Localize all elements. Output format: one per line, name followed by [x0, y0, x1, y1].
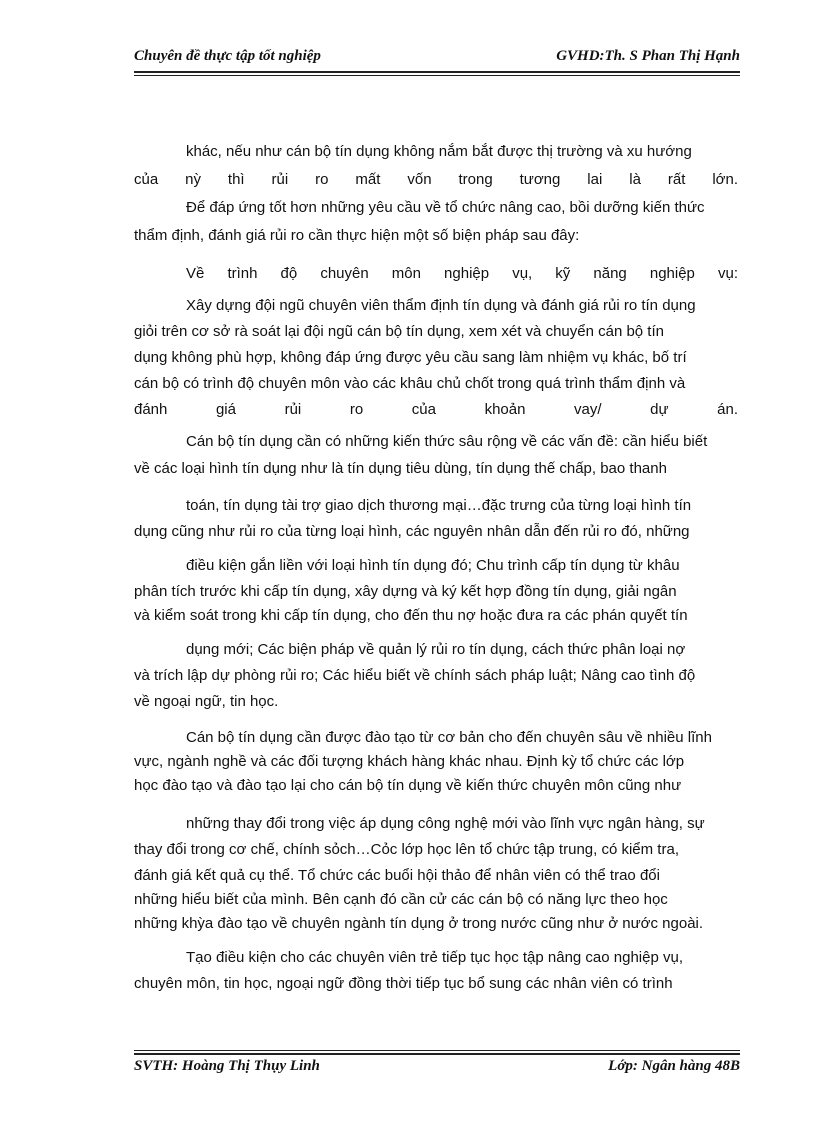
- body-line: Tạo điều kiện cho các chuyên viên trẻ tiếp tục học tập nâng cao nghiệp vụ,: [186, 949, 683, 966]
- body-line: chuyên môn, tin học, ngoại ngữ đồng thời tiếp tục bổ sung các nhân viên có trình: [134, 975, 673, 992]
- body-line: điều kiện gắn liền với loại hình tín dụng đó; Chu trình cấp tín dụng từ khâu: [186, 557, 680, 574]
- header-document-title: Chuyên đề thực tập tốt nghiệp: [134, 48, 321, 64]
- body-line: và kiểm soát trong khi cấp tín dụng, cho đến thu nợ hoặc đưa ra các phán quyết tín: [134, 607, 688, 624]
- body-line: những khỳa đào tạo về chuyên ngành tín dụng ở trong nước cũng như ở nước ngoài.: [134, 915, 704, 932]
- footer-class: Lớp: Ngân hàng 48B: [608, 1058, 740, 1074]
- body-line: khác, nếu như cán bộ tín dụng không nắm bắt được thị trường và xu hướng: [186, 143, 692, 160]
- body-line: những hiểu biết của mình. Bên cạnh đó cần cử các cán bộ có năng lực theo học: [134, 891, 668, 908]
- body-line: thay đổi trong cơ chế, chính sỏch…Cỏc lớp học lên tổ chức tập trung, có kiểm tra,: [134, 841, 679, 858]
- body-line: vực, ngành nghề và các đối tượng khách hàng khác nhau. Định kỳ tổ chức các lớp: [134, 753, 685, 770]
- footer-student: SVTH: Hoàng Thị Thụy Linh: [134, 1058, 320, 1074]
- body-line: Về trình độ chuyên môn nghiệp vụ, kỹ năng nghiệp vụ:: [186, 265, 738, 282]
- body-line: Cán bộ tín dụng cần có những kiến thức sâu rộng về các vấn đề: cần hiểu biết: [186, 433, 708, 450]
- body-line: dụng mới; Các biện pháp về quản lý rủi ro tín dụng, cách thức phân loại nợ: [186, 641, 686, 658]
- body-line: phân tích trước khi cấp tín dụng, xây dựng và ký kết hợp đồng tín dụng, giải ngân: [134, 583, 677, 600]
- body-line: Cán bộ tín dụng cần được đào tạo từ cơ bản cho đến chuyên sâu về nhiều lĩnh: [186, 729, 712, 746]
- body-line: về các loại hình tín dụng như là tín dụng tiêu dùng, tín dụng thế chấp, bao thanh: [134, 460, 667, 477]
- body-line: dụng không phù hợp, không đáp ứng được yêu cầu sang làm nhiệm vụ khác, bố trí: [134, 349, 687, 366]
- body-line: về ngoại ngữ, tin học.: [134, 693, 279, 710]
- footer-rule: [134, 1053, 740, 1055]
- body-line: Xây dựng đội ngũ chuyên viên thẩm định tín dụng và đánh giá rủi ro tín dụng: [186, 297, 696, 314]
- body-line: và trích lập dự phòng rủi ro; Các hiểu biết về chính sách pháp luật; Nâng cao tình độ: [134, 667, 696, 684]
- body-line: học đào tạo và đào tạo lại cho cán bộ tín dụng về kiến thức chuyên môn cũng như: [134, 777, 682, 794]
- header-rule-thin: [134, 75, 740, 76]
- body-line: những thay đổi trong việc áp dụng công nghệ mới vào lĩnh vực ngân hàng, sự: [186, 815, 705, 832]
- body-line: đánh giá rủi ro của khoản vay/ dự án.: [134, 401, 738, 418]
- footer-rule-thin: [134, 1050, 740, 1051]
- body-line: dụng cũng như rủi ro của từng loại hình, các nguyên nhân dẫn đến rủi ro đó, những: [134, 523, 690, 540]
- body-line: đánh giá kết quả cụ thể. Tổ chức các buổi hội thảo để nhân viên có thể trao đổi: [134, 867, 660, 884]
- body-line: Để đáp ứng tốt hơn những yêu cầu về tổ chức nâng cao, bồi dưỡng kiến thức: [186, 199, 705, 216]
- body-line: thẩm định, đánh giá rủi ro cần thực hiện một số biện pháp sau đây:: [134, 227, 580, 244]
- body-line: giỏi trên cơ sở rà soát lại đội ngũ cán bộ tín dụng, xem xét và chuyển cán bộ tín: [134, 323, 664, 340]
- body-line: toán, tín dụng tài trợ giao dịch thương mại…đặc trưng của từng loại hình tín: [186, 497, 692, 514]
- body-line: cán bộ có trình độ chuyên môn vào các khâu chủ chốt trong quá trình thẩm định và: [134, 375, 686, 392]
- header-supervisor: GVHD:Th. S Phan Thị Hạnh: [556, 48, 740, 64]
- body-line: của nỳ thì rủi ro mất vốn trong tương lai là rất lớn.: [134, 171, 738, 188]
- header-rule: [134, 71, 740, 73]
